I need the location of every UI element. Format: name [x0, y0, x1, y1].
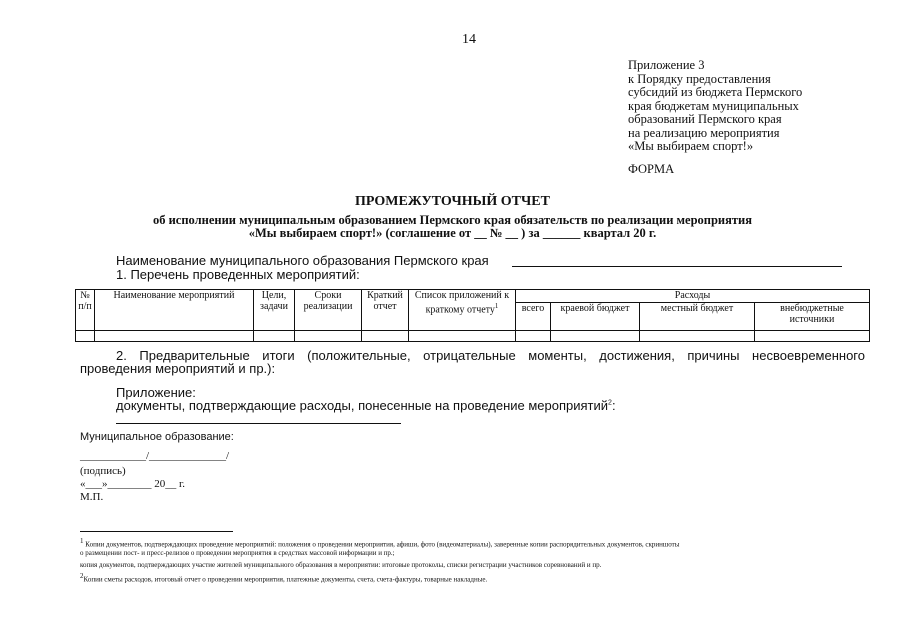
footnote-1-line-3: копия документов, подтверждающих участие жителей муниципального образования в мероприятии: итоговые протоколы, списки регистрации участников соревнований и пр.: [80, 561, 602, 569]
appendix-line: субсидий из бюджета Пермского: [628, 85, 803, 99]
col-terms-header: Сроки реализации: [295, 290, 362, 331]
stamp-label: М.П.: [80, 491, 104, 503]
footnote-ref-1: 1: [494, 302, 499, 310]
footnote-separator: [80, 531, 233, 532]
appendix-line: края бюджетам муниципальных: [628, 98, 799, 113]
sub-regional-header: краевой бюджет: [551, 303, 640, 331]
subtitle-line-1: об исполнении муниципальным образованием Пермского края обязательств по реализации мероприятия: [152, 213, 753, 227]
sub-local-header: местный бюджет: [640, 303, 755, 331]
appendix-line: на реализацию мероприятия: [628, 125, 780, 140]
subtitle-line-2: «Мы выбираем спорт!» (соглашение от __ № __ ) за ______ квартал 20 г.: [248, 226, 657, 240]
events-table: [75, 289, 870, 342]
col-name-header: Наименование мероприятий: [95, 290, 254, 331]
municipal-formation-label: Муниципальное образование:: [80, 431, 234, 443]
col-attachments-header: [409, 290, 516, 331]
footnote-1-line-1: Копии документов, подтверждающих проведение мероприятий: положения о проведении мероприятия, афиши, фото (видеоматериалы), заверенные копии распорядительных документов, скриншоты: [85, 540, 680, 549]
section-2-text: 2. Предварительные итоги (положительные, отрицательные моменты, достижения, причины несвоевременного проведения мероприятий и пр.):: [80, 348, 865, 376]
attachment-docs-text: документы, подтверждающие расходы, понесенные на проведение мероприятий: [116, 398, 609, 413]
attachment-fill-line: [116, 423, 401, 424]
page-number: 14: [462, 32, 476, 47]
footnote-ref-2: 2: [608, 399, 612, 407]
appendix-block: [628, 59, 858, 154]
sub-total-header: всего: [516, 303, 551, 331]
document-title: ПРОМЕЖУТОЧНЫЙ ОТЧЕТ: [355, 194, 550, 209]
footnote-2-text: Копии сметы расходов, итоговый отчет о проведении мероприятия, платежные документы, счета, счета-фактуры, товарные накладные.: [83, 575, 488, 584]
footnote-2: [80, 571, 487, 585]
municipality-fill-line: [512, 266, 842, 267]
attachment-colon: :: [611, 398, 616, 413]
appendix-line: Приложение 3: [628, 58, 705, 72]
appendix-line: «Мы выбираем спорт!»: [628, 139, 754, 153]
footnote-1-mark: 1: [80, 537, 84, 545]
signature-label: (подпись): [80, 465, 126, 477]
col-attachments-label: Список приложений к краткому отчету: [414, 290, 510, 316]
municipality-label: Наименование муниципального образования Пермского края: [116, 253, 489, 268]
section-1-heading: 1. Перечень проведенных мероприятий:: [116, 267, 360, 282]
attachment-label: Приложение:: [116, 385, 196, 400]
attachment-docs: [116, 398, 616, 413]
form-label: ФОРМА: [628, 162, 675, 176]
appendix-line: образований Пермского края: [628, 112, 782, 126]
signature-line: ____________/______________/: [80, 450, 230, 462]
col-report-header: Краткий отчет: [362, 290, 409, 331]
document-subtitle: [0, 214, 905, 240]
col-num-header: № п/п: [76, 290, 95, 331]
appendix-line: к Порядку предоставления: [628, 71, 771, 86]
footnote-2-mark: 2: [80, 572, 84, 580]
date-line: «___»________ 20__ г.: [80, 478, 186, 490]
col-goals-header: Цели, задачи: [254, 290, 295, 331]
sub-offbudget-header: внебюджетные источники: [755, 303, 870, 331]
col-expenses-header: Расходы: [516, 290, 870, 303]
footnote-1-line-2: о размещении пост- и пресс-релизов о проведении мероприятия в средствах массовой информации и пр.;: [80, 549, 395, 557]
table-row: [76, 331, 870, 342]
